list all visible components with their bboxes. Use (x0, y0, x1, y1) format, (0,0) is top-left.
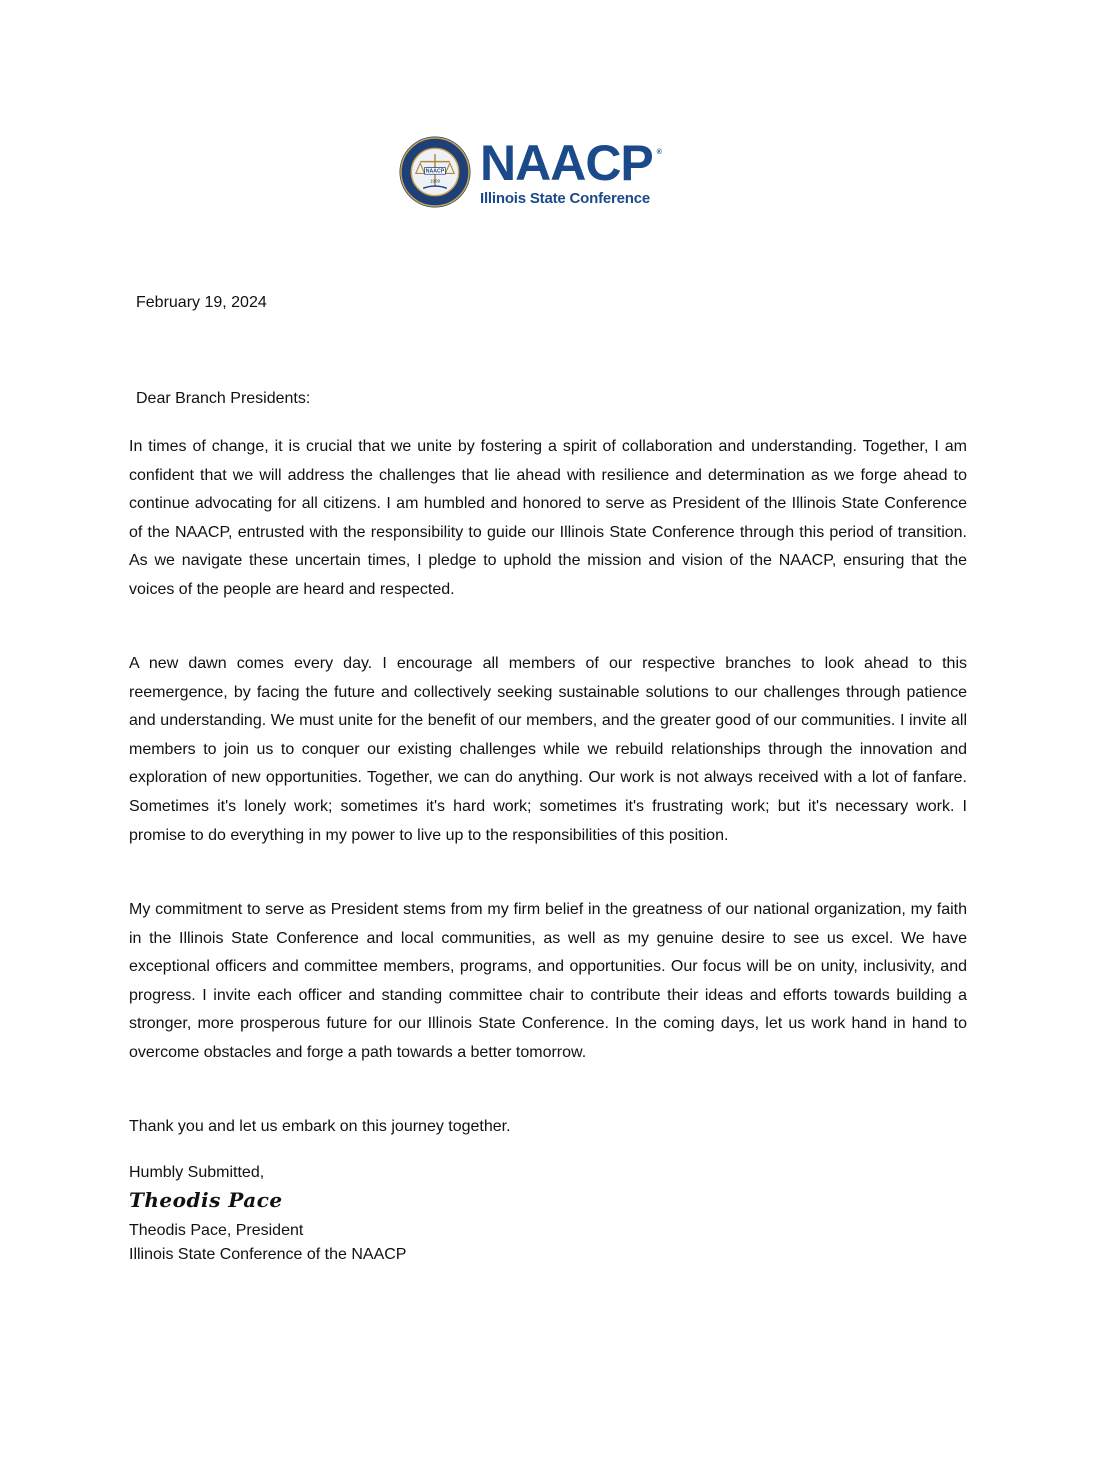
org-name (480, 134, 661, 191)
signature: Theodis Pace (129, 1188, 283, 1212)
closing: Humbly Submitted, (129, 1164, 265, 1181)
body-paragraph-2: A new dawn comes every day. I encourage all members of our respective branches to look ahead to this reemergence, by facing the future and collectively seeking sustainable solutions to our challenges through patience and understanding. We must unite for the benefit of our members, and the greater good of our communities. I invite all members to join us to conquer our existing challenges while we rebuild relationships through the innovation and exploration of new opportunities. Together, we can do anything. Our work is not always received with a lot of fanfare. Sometimes it's lonely work; sometimes it's hard work; sometimes it's frustrating work; but it's necessary work. I promise to do everything in my power to live up to the responsibilities of this position. (129, 655, 967, 844)
thanks-line: Thank you and let us embark on this journey together. (129, 1118, 511, 1135)
logo-wordmark (480, 134, 661, 207)
org-name-text: NAACP (480, 134, 653, 191)
body-paragraph-3: My commitment to serve as President stems from my firm belief in the greatness of our national organization, my faith in the Illinois State Conference and local communities, as well as my genuine desire to see us excel. We have exceptional officers and committee members, programs, and opportunities. Our focus will be on unity, inclusivity, and progress. I invite each officer and standing committee chair to contribute their ideas and efforts towards building a stronger, more prosperous future for our Illinois State Conference. In the coming days, let us work hand in hand to overcome obstacles and forge a path towards a better tomorrow. (129, 901, 967, 1061)
letter-date: February 19, 2024 (136, 294, 267, 311)
org-subtitle: Illinois State Conference (480, 189, 651, 207)
salutation: Dear Branch Presidents: (136, 390, 311, 407)
signer-organization: Illinois State Conference of the NAACP (129, 1246, 407, 1263)
signer-name-title: Theodis Pace, President (129, 1222, 304, 1239)
seal-label: NAACP (425, 168, 445, 175)
registered-mark: ® (656, 148, 661, 156)
seal-year: 1909 (430, 178, 440, 184)
naacp-seal-icon (398, 135, 472, 209)
body-paragraph-1: In times of change, it is crucial that we unite by fostering a spirit of collaboration and understanding. Together, I am confident that we will address the challenges that lie ahead with resilience and determination as we forge ahead to continue advocating for all citizens. I am humbled and honored to serve as President of the Illinois State Conference of the NAACP, entrusted with the responsibility to guide our Illinois State Conference through this period of transition. As we navigate these uncertain times, I pledge to uphold the mission and vision of the NAACP, ensuring that the voices of the people are heard and respected. (129, 438, 967, 598)
letterhead-logo (398, 132, 661, 212)
